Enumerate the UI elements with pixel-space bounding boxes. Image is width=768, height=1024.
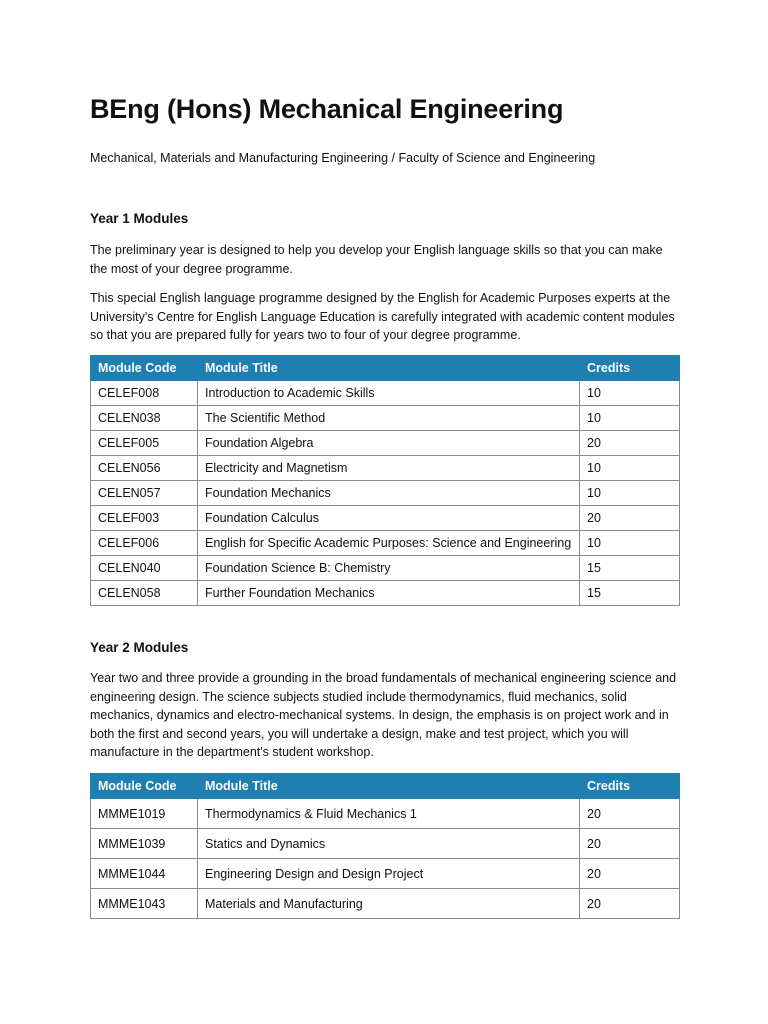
table-row [91,859,680,889]
table-row [91,556,680,581]
table-row [91,406,680,431]
year1-paragraph-2: This special English language programme designed by the English for Academic Purposes experts at the University's Centre for English Language Education is carefully integrated with academic content modules so that you are prepared fully for years two to four of your degree programme. [90,291,675,343]
module-code: MMME1019 [91,799,198,829]
module-credits: 10 [580,456,680,481]
year1-heading: Year 1 Modules [90,211,189,226]
table-row [91,506,680,531]
table-row [91,431,680,456]
header-credits: Credits [580,774,680,799]
module-title: The Scientific Method [198,406,580,431]
table-row [91,581,680,606]
table-row [91,829,680,859]
module-title: Electricity and Magnetism [198,456,580,481]
module-code: CELEN058 [91,581,198,606]
module-credits: 15 [580,556,680,581]
table-header-row [91,774,680,799]
module-credits: 10 [580,481,680,506]
module-title: Statics and Dynamics [198,829,580,859]
table-row [91,531,680,556]
module-credits: 20 [580,799,680,829]
module-code: CELEF003 [91,506,198,531]
page-title: BEng (Hons) Mechanical Engineering [90,94,564,124]
table-row [91,481,680,506]
module-credits: 10 [580,531,680,556]
module-code: CELEF008 [91,381,198,406]
module-code: MMME1043 [91,889,198,919]
module-credits: 20 [580,859,680,889]
header-module-code: Module Code [91,774,198,799]
module-credits: 10 [580,381,680,406]
module-title: Thermodynamics & Fluid Mechanics 1 [198,799,580,829]
module-credits: 20 [580,506,680,531]
module-code: CELEN057 [91,481,198,506]
module-title: Introduction to Academic Skills [198,381,580,406]
module-title: Foundation Algebra [198,431,580,456]
module-code: CELEN056 [91,456,198,481]
module-code: CELEF005 [91,431,198,456]
module-title: Foundation Calculus [198,506,580,531]
module-credits: 10 [580,406,680,431]
module-code: CELEF006 [91,531,198,556]
module-code: CELEN038 [91,406,198,431]
header-module-title: Module Title [198,356,580,381]
year1-paragraph-1: The preliminary year is designed to help you develop your English language skills so that you can make the most of your degree programme. [90,243,663,276]
module-code: MMME1039 [91,829,198,859]
module-title: Foundation Science B: Chemistry [198,556,580,581]
year2-paragraph-1: Year two and three provide a grounding in the broad fundamentals of mechanical engineering science and engineering design. The science subjects studied include thermodynamics, fluid mechanics, solid mechanics, dynamics and electro-mechanical systems. In design, the emphasis is on project work and in both the first and second years, you will undertake a design, make and test project, which you will manufacture in the department's student workshop. [90,671,677,760]
module-credits: 20 [580,889,680,919]
header-credits: Credits [580,356,680,381]
header-module-title: Module Title [198,774,580,799]
year2-heading: Year 2 Modules [90,640,189,655]
module-credits: 20 [580,431,680,456]
header-module-code: Module Code [91,356,198,381]
year1-modules-table [90,355,680,606]
module-credits: 20 [580,829,680,859]
module-title: English for Specific Academic Purposes: Science and Engineering [198,531,580,556]
module-title: Materials and Manufacturing [198,889,580,919]
table-header-row [91,356,680,381]
table-row [91,889,680,919]
table-row [91,381,680,406]
module-title: Foundation Mechanics [198,481,580,506]
table-row [91,799,680,829]
module-title: Further Foundation Mechanics [198,581,580,606]
module-code: CELEN040 [91,556,198,581]
year2-modules-table [90,773,680,919]
module-code: MMME1044 [91,859,198,889]
department-subtitle: Mechanical, Materials and Manufacturing Engineering / Faculty of Science and Engineering [90,151,596,165]
module-credits: 15 [580,581,680,606]
table-row [91,456,680,481]
module-title: Engineering Design and Design Project [198,859,580,889]
